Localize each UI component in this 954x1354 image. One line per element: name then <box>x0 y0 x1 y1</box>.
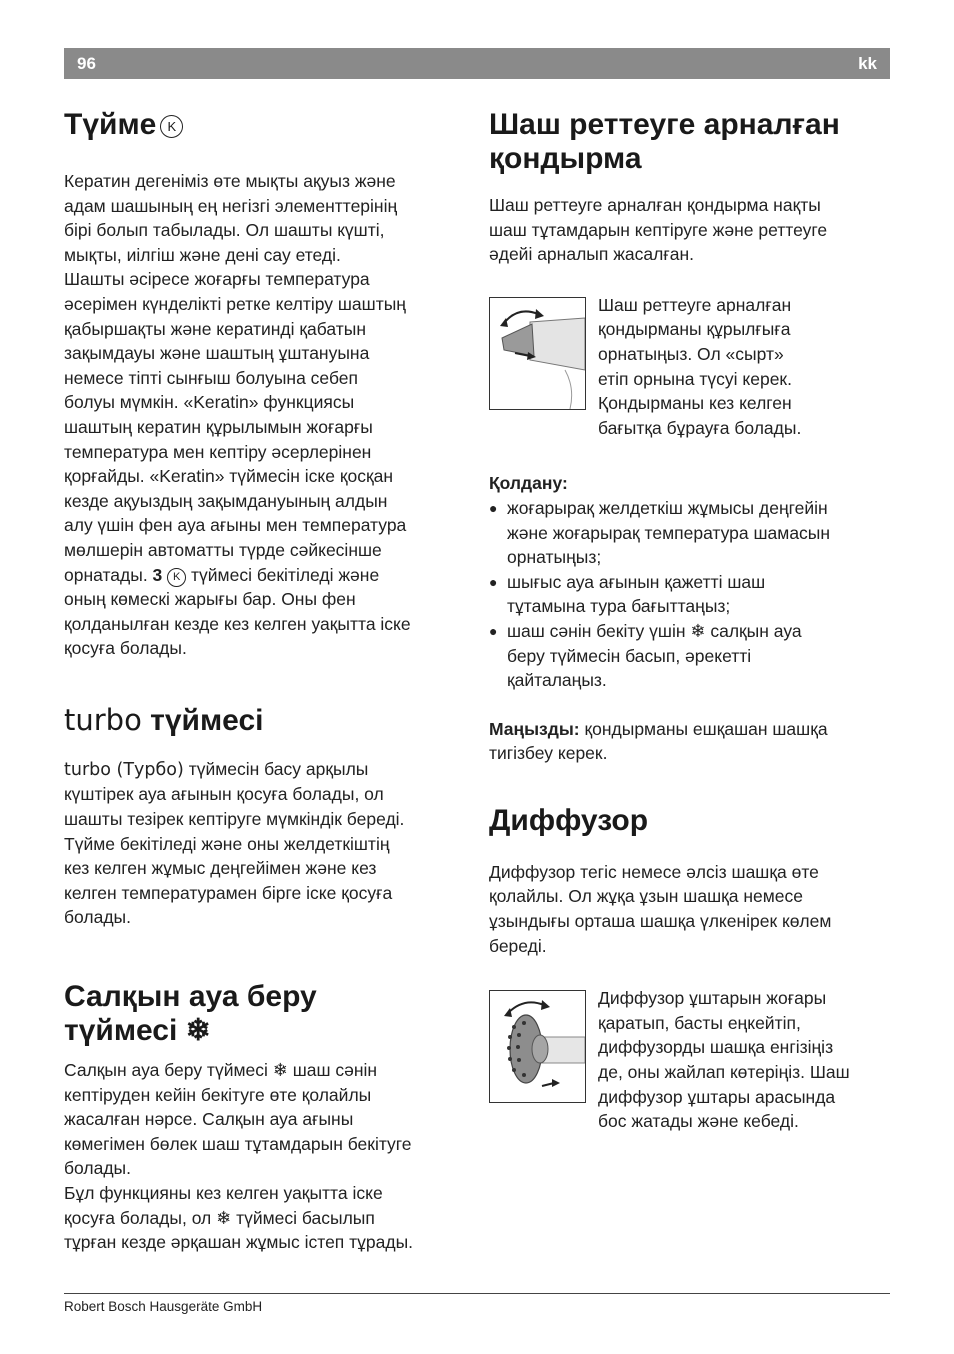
list-item: ● жоғарырақ желдеткіш жұмысы деңгейін және жоғарырақ температура шамасын орнатыңыз; <box>489 496 891 570</box>
list-item: ● шаш сәнін бекіту үшін ❄ салқын ауа беру түймесін басып, әрекетті қайталаңыз. <box>489 619 891 693</box>
right-column <box>489 108 891 1134</box>
diffuser-illustration <box>489 990 586 1103</box>
section-title-keratin <box>64 108 466 142</box>
snowflake-icon: ❄ <box>216 1207 232 1228</box>
section-title-turbo <box>64 703 466 738</box>
snowflake-icon: ❄ <box>690 620 706 641</box>
language-code: kk <box>858 54 877 73</box>
usage-list <box>489 496 891 693</box>
nozzle-illustration <box>489 297 586 410</box>
nozzle-figure-text: Шаш реттеуге арналған қондырманы құрылғыға орнатыңыз. Ол «сырт» етіп орнына түсуі керек. Қондырманы кез келген бағытқа бұрауға болады. <box>598 294 802 438</box>
turbo-title-word: turbo <box>64 702 142 737</box>
snowflake-icon: ❄ <box>272 1060 288 1081</box>
snowflake-icon: ❄ <box>185 1014 211 1048</box>
left-column <box>64 108 466 1255</box>
k-button-icon: K <box>167 568 186 587</box>
keratin-paragraph: Кератин дегеніміз өте мықты ақуыз және адам шашының ең негізгі элементтерінің бірі болып табылады. Ол шашты күшті, мықты, иілгіш және дені сау етеді. Шашты әсіресе жоғарғы температура әсерімен күнделікті ретке келтіру шаштың қабыршақты және кератинді қабатын зақымдауы және шаштың ұштануына немесе тіпті сынғыш болуына себеп болуы мүмкін. «Keratin» функциясы шаштың кератин құрылымын жоғарғы температура мен кептіру әсерлерінен қорғайды. «Keratin» түймесін іске қосқан кезде ақуыздың зақымдануының алдын алу үшін фен ауа ағыны мен температура мөлшерін автоматты түрде сәйкесінше орнатады. 3 K түймесі бекітіледі және оның көмескі жарығы бар. Оны фен қолданылған кезде кез келген уақытта іске қосуға болады. <box>64 171 411 659</box>
turbo-paragraph: turbo (Турбо) түймесін басу арқылы күштірек ауа ағынын қосуға болады, ол шашты тезірек кептіруге мүмкіндік береді. Түйме бекітіледі және оны желдеткіштің кез келген жұмыс деңгейімен және кез келген температурамен бірге іске қосуға болады. <box>64 758 405 928</box>
section-title-cool-air: Салқын ауа беру түймесі ❄ <box>64 980 317 1048</box>
turbo-title-rest: түймесі <box>141 703 264 737</box>
section-title-diffuser: Диффузор <box>489 803 649 837</box>
footer-divider <box>64 1293 890 1294</box>
important-note: Маңызды: қондырманы ешқашан шашқа тигізбеу керек. <box>489 718 828 764</box>
keratin-title-text: Түйме <box>64 108 157 141</box>
keratin-k-icon: K <box>160 115 183 138</box>
diffuser-intro: Диффузор тегіс немесе әлсіз шашқа өте қолайлы. Ол жұқа ұзын шашқа немесе ұзындығы орташа шашқа үлкенірек көлем береді. <box>489 861 832 956</box>
nozzle-figure-row <box>489 293 891 441</box>
cool-air-paragraph: Салқын ауа беру түймесі ❄ шаш сәнін кептіруден кейін бекітуге өте қолайлы жасалған нәрсе. Салқын ауа ағыны көмегімен бөлек шаш тұтамдарын бекітуге болады. Бұл функцияны кез келген уақытта іске қосуға болады, ол ❄ түймесі басылып тұрған кезде әрқашан жұмыс істеп тұрады. <box>64 1060 414 1253</box>
diffuser-figure-text: Диффузор ұштарын жоғары қаратып, басты еңкейтіп, диффузорды шашқа енгізіңіз де, оны жайлап көтеріңіз. Шаш диффузор ұштары арасында бос жатады және кебеді. <box>598 988 850 1132</box>
nozzle-intro: Шаш реттеуге арналған қондырма нақты шаш тұтамдарын кептіруге және реттеуге әдейі арналып жасалған. <box>489 195 828 265</box>
button-number: 3 <box>152 564 163 585</box>
section-title-nozzle: Шаш реттеуге арналған қондырма <box>489 108 840 175</box>
footer-company: Robert Bosch Hausgeräte GmbH <box>64 1299 263 1314</box>
page-number: 96 <box>77 54 96 73</box>
list-item: ● шығыс ауа ағынын қажетті шаш тұтамына тура бағыттаңыз; <box>489 570 891 619</box>
page-header-bar <box>64 48 890 79</box>
diffuser-figure-row <box>489 986 891 1134</box>
usage-title: Қолдану: <box>489 473 568 494</box>
